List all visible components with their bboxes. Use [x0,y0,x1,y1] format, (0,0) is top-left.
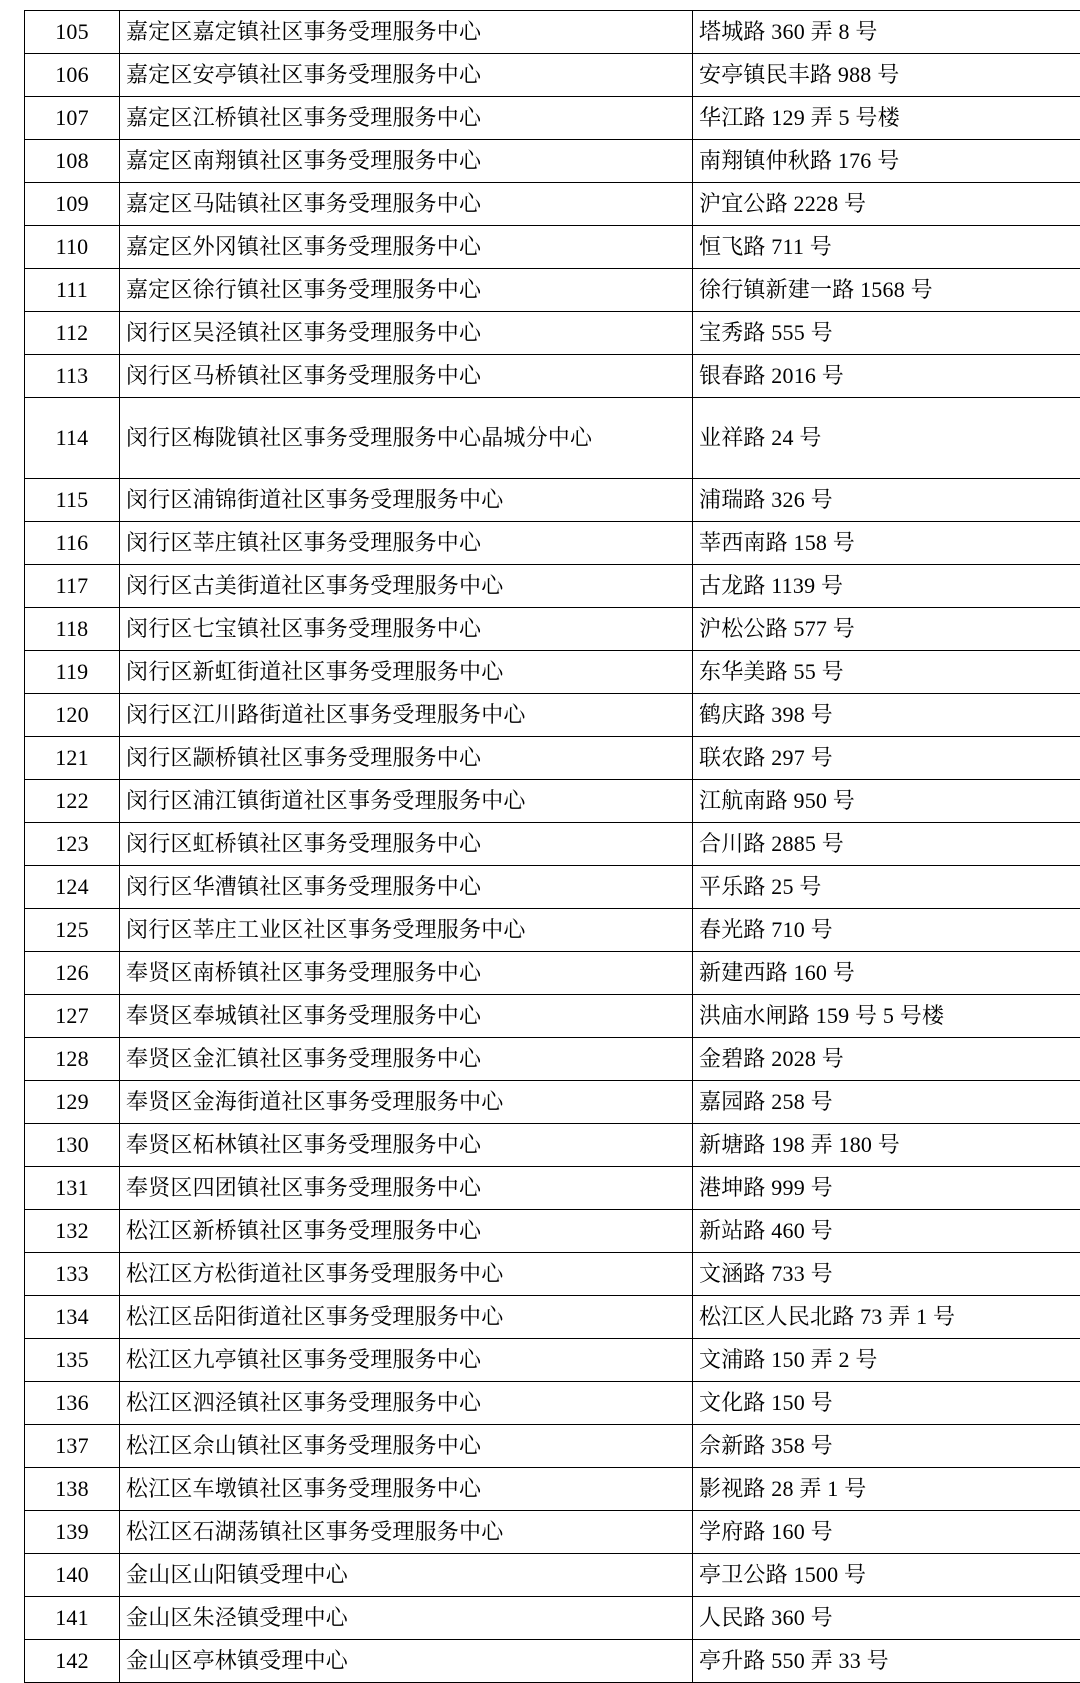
service-center-address-cell: 亭升路 550 弄 33 号 [693,1640,1080,1683]
row-index-cell: 108 [25,140,120,183]
row-index-cell: 122 [25,780,120,823]
service-center-name-cell: 闵行区古美街道社区事务受理服务中心 [120,565,693,608]
service-center-name-cell: 金山区朱泾镇受理中心 [120,1597,693,1640]
row-index-cell: 105 [25,11,120,54]
table-row [25,1640,1080,1683]
service-center-name-cell: 闵行区七宝镇社区事务受理服务中心 [120,608,693,651]
table-row [25,226,1080,269]
table-row [25,1253,1080,1296]
row-index-cell: 124 [25,866,120,909]
table-row [25,1425,1080,1468]
row-index-cell: 141 [25,1597,120,1640]
service-center-name-cell: 闵行区莘庄工业区社区事务受理服务中心 [120,909,693,952]
table-row [25,1081,1080,1124]
table-row [25,737,1080,780]
service-center-name-cell: 奉贤区奉城镇社区事务受理服务中心 [120,995,693,1038]
service-center-address-cell: 联农路 297 号 [693,737,1080,780]
service-center-address-cell: 春光路 710 号 [693,909,1080,952]
table-row [25,1468,1080,1511]
row-index-cell: 136 [25,1382,120,1425]
service-center-address-cell: 嘉园路 258 号 [693,1081,1080,1124]
service-center-name-cell: 奉贤区四团镇社区事务受理服务中心 [120,1167,693,1210]
row-index-cell: 125 [25,909,120,952]
service-center-address-cell: 徐行镇新建一路 1568 号 [693,269,1080,312]
row-index-cell: 110 [25,226,120,269]
service-center-name-cell: 松江区九亭镇社区事务受理服务中心 [120,1339,693,1382]
service-center-address-cell: 沪宜公路 2228 号 [693,183,1080,226]
service-center-name-cell: 闵行区华漕镇社区事务受理服务中心 [120,866,693,909]
service-center-address-cell: 文涵路 733 号 [693,1253,1080,1296]
service-center-name-cell: 奉贤区南桥镇社区事务受理服务中心 [120,952,693,995]
row-index-cell: 142 [25,1640,120,1683]
service-center-name-cell: 松江区岳阳街道社区事务受理服务中心 [120,1296,693,1339]
row-index-cell: 132 [25,1210,120,1253]
row-index-cell: 117 [25,565,120,608]
table-row [25,1339,1080,1382]
row-index-cell: 116 [25,522,120,565]
service-center-name-cell: 嘉定区外冈镇社区事务受理服务中心 [120,226,693,269]
row-index-cell: 107 [25,97,120,140]
service-center-address-cell: 业祥路 24 号 [693,398,1080,479]
table-row [25,1597,1080,1640]
service-center-name-cell: 闵行区浦锦街道社区事务受理服务中心 [120,479,693,522]
service-center-name-cell: 松江区方松街道社区事务受理服务中心 [120,1253,693,1296]
row-index-cell: 113 [25,355,120,398]
table-row [25,269,1080,312]
row-index-cell: 112 [25,312,120,355]
service-center-address-cell: 人民路 360 号 [693,1597,1080,1640]
table-row [25,312,1080,355]
row-index-cell: 119 [25,651,120,694]
service-center-name-cell: 闵行区虹桥镇社区事务受理服务中心 [120,823,693,866]
service-center-name-cell: 奉贤区柘林镇社区事务受理服务中心 [120,1124,693,1167]
row-index-cell: 129 [25,1081,120,1124]
table-row [25,565,1080,608]
service-center-name-cell: 嘉定区南翔镇社区事务受理服务中心 [120,140,693,183]
row-index-cell: 127 [25,995,120,1038]
service-center-address-cell: 宝秀路 555 号 [693,312,1080,355]
service-center-name-cell: 闵行区新虹街道社区事务受理服务中心 [120,651,693,694]
row-index-cell: 131 [25,1167,120,1210]
row-index-cell: 106 [25,54,120,97]
table-row [25,54,1080,97]
service-center-name-cell: 奉贤区金海街道社区事务受理服务中心 [120,1081,693,1124]
service-center-name-cell: 金山区亭林镇受理中心 [120,1640,693,1683]
row-index-cell: 139 [25,1511,120,1554]
service-center-name-cell: 闵行区江川路街道社区事务受理服务中心 [120,694,693,737]
service-center-address-cell: 影视路 28 弄 1 号 [693,1468,1080,1511]
service-center-name-cell: 松江区佘山镇社区事务受理服务中心 [120,1425,693,1468]
service-center-address-cell: 亭卫公路 1500 号 [693,1554,1080,1597]
row-index-cell: 133 [25,1253,120,1296]
service-center-name-cell: 嘉定区江桥镇社区事务受理服务中心 [120,97,693,140]
table-row [25,522,1080,565]
service-center-address-cell: 东华美路 55 号 [693,651,1080,694]
table-row [25,909,1080,952]
service-center-name-cell: 闵行区马桥镇社区事务受理服务中心 [120,355,693,398]
table-row [25,355,1080,398]
service-center-name-cell: 松江区石湖荡镇社区事务受理服务中心 [120,1511,693,1554]
service-center-address-cell: 文化路 150 号 [693,1382,1080,1425]
service-center-address-cell: 沪松公路 577 号 [693,608,1080,651]
service-center-address-cell: 银春路 2016 号 [693,355,1080,398]
row-index-cell: 115 [25,479,120,522]
service-center-address-cell: 莘西南路 158 号 [693,522,1080,565]
service-center-address-cell: 金碧路 2028 号 [693,1038,1080,1081]
service-center-address-cell: 鹤庆路 398 号 [693,694,1080,737]
table-row [25,1554,1080,1597]
row-index-cell: 123 [25,823,120,866]
table-row [25,866,1080,909]
table-row [25,1167,1080,1210]
service-center-name-cell: 嘉定区徐行镇社区事务受理服务中心 [120,269,693,312]
table-row [25,651,1080,694]
row-index-cell: 126 [25,952,120,995]
table-row [25,823,1080,866]
service-center-address-cell: 合川路 2885 号 [693,823,1080,866]
service-center-name-cell: 嘉定区马陆镇社区事务受理服务中心 [120,183,693,226]
table-row [25,694,1080,737]
row-index-cell: 109 [25,183,120,226]
service-center-address-cell: 古龙路 1139 号 [693,565,1080,608]
row-index-cell: 121 [25,737,120,780]
service-center-address-cell: 学府路 160 号 [693,1511,1080,1554]
table-row [25,952,1080,995]
service-center-name-cell: 嘉定区安亭镇社区事务受理服务中心 [120,54,693,97]
table-row [25,183,1080,226]
table-row [25,1038,1080,1081]
service-center-address-cell: 塔城路 360 弄 8 号 [693,11,1080,54]
service-center-address-cell: 恒飞路 711 号 [693,226,1080,269]
service-center-name-cell: 松江区车墩镇社区事务受理服务中心 [120,1468,693,1511]
table-row [25,97,1080,140]
table-row [25,1210,1080,1253]
service-center-address-cell: 南翔镇仲秋路 176 号 [693,140,1080,183]
row-index-cell: 128 [25,1038,120,1081]
service-center-name-cell: 金山区山阳镇受理中心 [120,1554,693,1597]
row-index-cell: 135 [25,1339,120,1382]
service-center-address-cell: 平乐路 25 号 [693,866,1080,909]
table-row [25,995,1080,1038]
service-center-name-cell: 嘉定区嘉定镇社区事务受理服务中心 [120,11,693,54]
service-center-name-cell: 闵行区浦江镇街道社区事务受理服务中心 [120,780,693,823]
table-row [25,11,1080,54]
service-center-name-cell: 闵行区莘庄镇社区事务受理服务中心 [120,522,693,565]
table-row [25,1511,1080,1554]
table-row [25,608,1080,651]
service-center-name-cell: 闵行区颛桥镇社区事务受理服务中心 [120,737,693,780]
row-index-cell: 114 [25,398,120,479]
row-index-cell: 118 [25,608,120,651]
service-center-name-cell: 闵行区吴泾镇社区事务受理服务中心 [120,312,693,355]
service-center-name-cell: 奉贤区金汇镇社区事务受理服务中心 [120,1038,693,1081]
service-center-address-cell: 港坤路 999 号 [693,1167,1080,1210]
table-body [25,11,1080,1683]
row-index-cell: 134 [25,1296,120,1339]
service-center-address-cell: 浦瑞路 326 号 [693,479,1080,522]
table-row [25,140,1080,183]
service-center-address-cell: 新建西路 160 号 [693,952,1080,995]
service-center-address-cell: 文浦路 150 弄 2 号 [693,1339,1080,1382]
service-center-address-cell: 佘新路 358 号 [693,1425,1080,1468]
service-center-address-cell: 华江路 129 弄 5 号楼 [693,97,1080,140]
service-center-table [24,10,1080,1683]
table-row [25,1382,1080,1425]
row-index-cell: 138 [25,1468,120,1511]
row-index-cell: 137 [25,1425,120,1468]
table-row [25,479,1080,522]
row-index-cell: 111 [25,269,120,312]
table-row [25,1124,1080,1167]
service-center-address-cell: 新站路 460 号 [693,1210,1080,1253]
service-center-name-cell: 松江区泗泾镇社区事务受理服务中心 [120,1382,693,1425]
table-row [25,780,1080,823]
row-index-cell: 130 [25,1124,120,1167]
service-center-address-cell: 新塘路 198 弄 180 号 [693,1124,1080,1167]
service-center-address-cell: 安亭镇民丰路 988 号 [693,54,1080,97]
table-row [25,1296,1080,1339]
service-center-name-cell: 闵行区梅陇镇社区事务受理服务中心晶城分中心 [120,398,693,479]
service-center-address-cell: 洪庙水闸路 159 号 5 号楼 [693,995,1080,1038]
service-center-address-cell: 江航南路 950 号 [693,780,1080,823]
service-center-address-cell: 松江区人民北路 73 弄 1 号 [693,1296,1080,1339]
row-index-cell: 140 [25,1554,120,1597]
service-center-name-cell: 松江区新桥镇社区事务受理服务中心 [120,1210,693,1253]
table-row [25,398,1080,479]
row-index-cell: 120 [25,694,120,737]
